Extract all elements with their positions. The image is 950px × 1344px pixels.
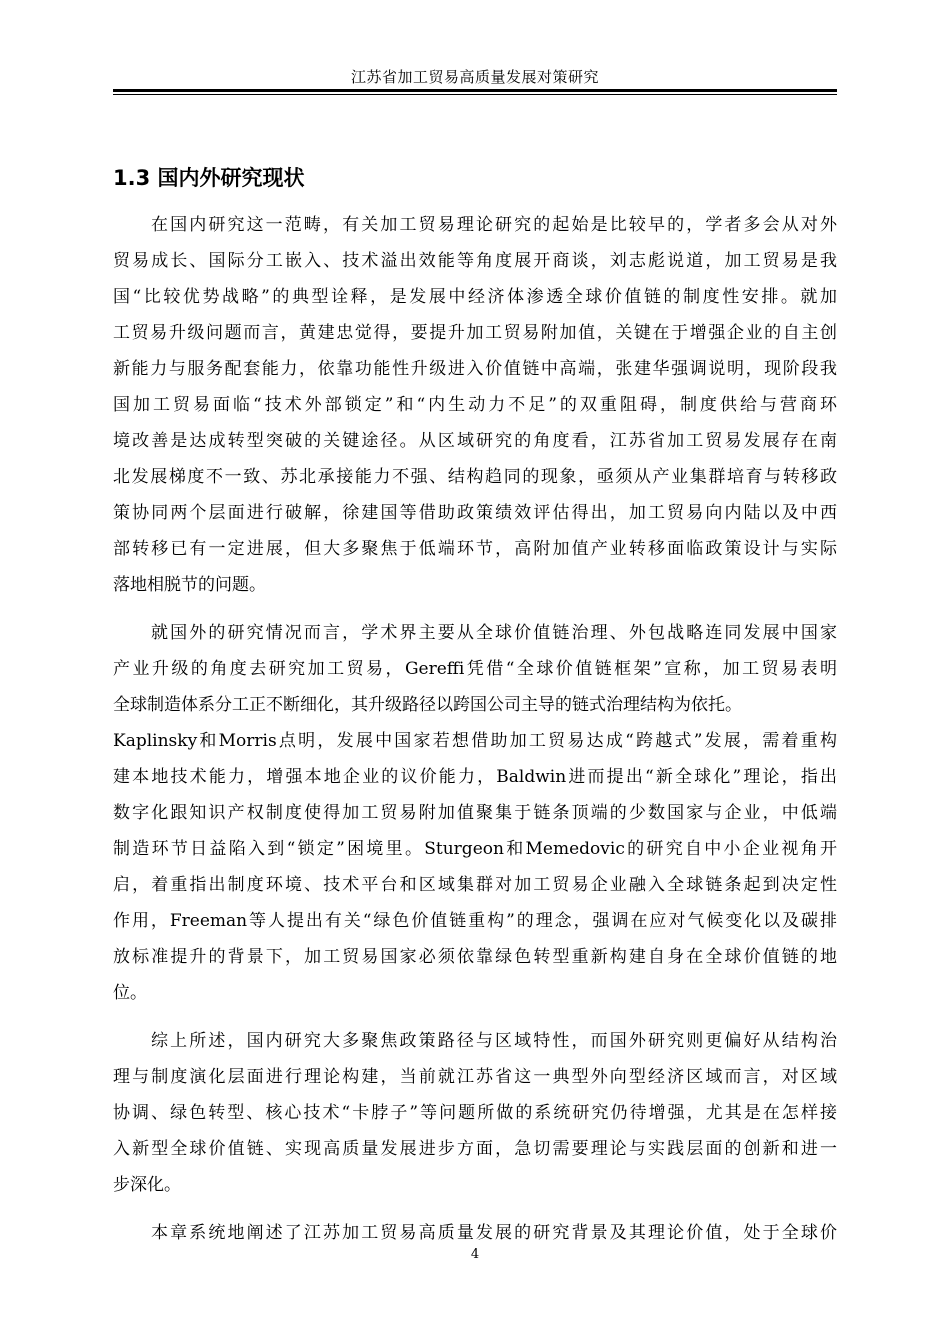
paragraph-line: 新能力与服务配套能力，依靠功能性升级进入价值链中高端，张建华强调说明，现阶段我: [113, 359, 837, 379]
header-rule-thick: [113, 89, 837, 92]
paragraph-line: 数字化跟知识产权制度使得加工贸易附加值聚集于链条顶端的少数国家与企业，中低端: [113, 803, 837, 823]
page-number: 4: [470, 1247, 480, 1262]
paragraph-line: 步深化。: [113, 1175, 181, 1195]
paragraph-chapter-summary: [113, 1215, 837, 1251]
paragraph-line: Kaplinsky和Morris点明，发展中国家若想借助加工贸易达成“跨越式”发展，需着重构: [113, 731, 837, 751]
paragraph-line: 国加工贸易面临“技术外部锁定”和“内生动力不足”的双重阻碍，制度供给与营商环: [113, 395, 837, 415]
paragraph-line: 入新型全球价值链、实现高质量发展进步方面，急切需要理论与实践层面的创新和进一: [113, 1139, 837, 1159]
paragraph-line: 制造环节日益陷入到“锁定”困境里。Sturgeon和Memedovic的研究自中小企业视角开: [113, 839, 837, 859]
paragraph-line: 位。: [113, 983, 147, 1003]
paragraph-summary: [113, 1023, 837, 1203]
paragraph-line: 在国内研究这一范畴，有关加工贸易理论研究的起始是比较早的，学者多会从对外: [151, 215, 837, 235]
paragraph-line: 国“比较优势战略”的典型诠释，是发展中经济体渗透全球价值链的制度性安排。就加: [113, 287, 837, 307]
paragraph-line: 综上所述，国内研究大多聚焦政策路径与区域特性，而国外研究则更偏好从结构治: [151, 1031, 837, 1051]
section-heading: 1.3 国内外研究现状: [113, 166, 305, 190]
paragraph-line: 放标准提升的背景下，加工贸易国家必须依靠绿色转型重新构建自身在全球价值链的地: [113, 947, 837, 967]
paragraph-foreign-research: [113, 615, 837, 1011]
paragraph-line: 贸易成长、国际分工嵌入、技术溢出效能等角度展开商谈，刘志彪说道，加工贸易是我: [113, 251, 837, 271]
paragraph-line: 建本地技术能力，增强本地企业的议价能力，Baldwin进而提出“新全球化”理论，指出: [113, 767, 837, 787]
paragraph-line: 作用，Freeman等人提出有关“绿色价值链重构”的理念，强调在应对气候变化以及碳排: [113, 911, 837, 931]
paragraph-domestic-research: [113, 207, 837, 603]
paragraph-line: 策协同两个层面进行破解，徐建国等借助政策绩效评估得出，加工贸易向内陆以及中西: [113, 503, 837, 523]
paragraph-line: 境改善是达成转型突破的关键途径。从区域研究的角度看，江苏省加工贸易发展存在南: [113, 431, 837, 451]
paragraph-line: 工贸易升级问题而言，黄建忠觉得，要提升加工贸易附加值，关键在于增强企业的自主创: [113, 323, 837, 343]
paragraph-line: 全球制造体系分工正不断细化，其升级路径以跨国公司主导的链式治理结构为依托。: [113, 695, 742, 715]
paragraph-line: 本章系统地阐述了江苏加工贸易高质量发展的研究背景及其理论价值，处于全球价: [151, 1223, 837, 1243]
paragraph-line: 产业升级的角度去研究加工贸易，Gereffi凭借“全球价值链框架”宣称，加工贸易表明: [113, 659, 837, 679]
body-text: [113, 207, 837, 1263]
paragraph-line: 落地相脱节的问题。: [113, 575, 266, 595]
running-header-title: 江苏省加工贸易高质量发展对策研究: [350, 68, 599, 86]
paragraph-line: 启，着重指出制度环境、技术平台和区域集群对加工贸易企业融入全球链条起到决定性: [113, 875, 837, 895]
header-rule-thin: [113, 94, 837, 95]
paragraph-line: 部转移已有一定进展，但大多聚焦于低端环节，高附加值产业转移面临政策设计与实际: [113, 539, 837, 559]
paragraph-line: 协调、绿色转型、核心技术“卡脖子”等问题所做的系统研究仍待增强，尤其是在怎样接: [113, 1103, 837, 1123]
paragraph-line: 理与制度演化层面进行理论构建，当前就江苏省这一典型外向型经济区域而言，对区域: [113, 1067, 837, 1087]
paragraph-line: 北发展梯度不一致、苏北承接能力不强、结构趋同的现象，亟须从产业集群培育与转移政: [113, 467, 837, 487]
paragraph-line: 就国外的研究情况而言，学术界主要从全球价值链治理、外包战略连同发展中国家: [151, 623, 837, 643]
